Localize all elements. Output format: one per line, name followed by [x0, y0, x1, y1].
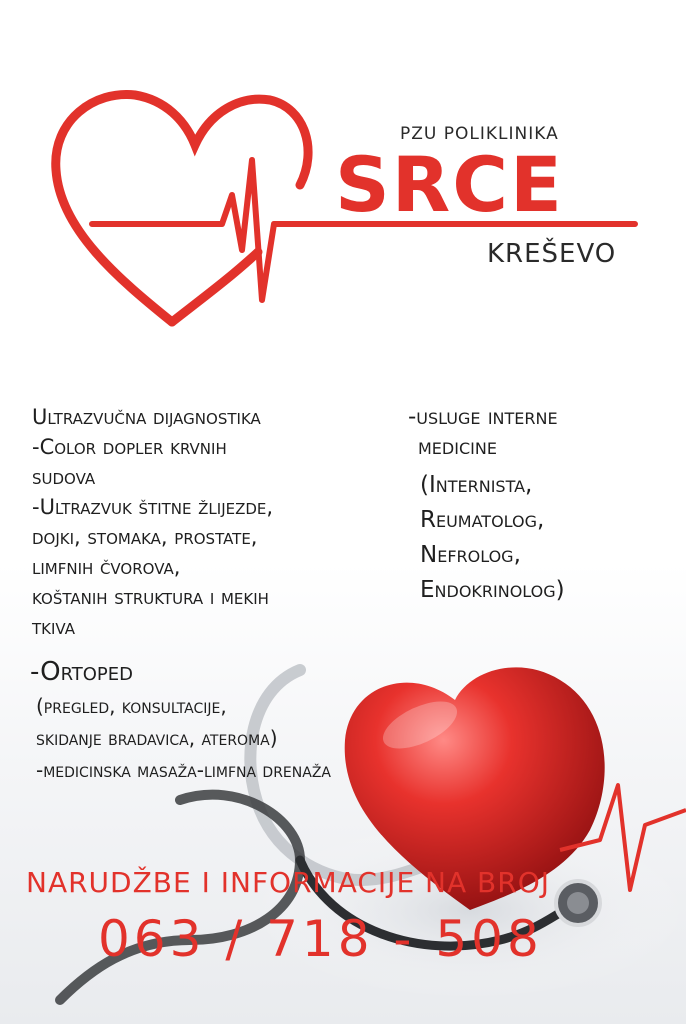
- service-line: dojki, stomaka, prostate,: [32, 525, 258, 549]
- ortoped-line: -medicinska masaža-limfna drenaža: [36, 758, 331, 782]
- service-line: limfnih čvorova,: [32, 555, 181, 579]
- clinic-town: KREŠEVO: [487, 239, 617, 269]
- ortoped-list: [30, 654, 490, 786]
- service-line: medicine: [418, 434, 497, 460]
- service-line: koštanih struktura i mekih: [32, 585, 269, 609]
- ortoped-line: (pregled, konsultacije,: [36, 694, 227, 718]
- service-line: -usluge interne: [408, 404, 558, 430]
- clinic-type: PZU POLIKLINIKA: [400, 124, 559, 144]
- service-line: Reumatolog,: [420, 507, 545, 533]
- contact-phone[interactable]: 063 / 718 - 508: [98, 910, 543, 968]
- service-line: (Internista,: [420, 472, 533, 498]
- services-right-list: [408, 402, 678, 608]
- service-line: sudova: [32, 465, 96, 489]
- ortoped-line: skidanje bradavica, ateroma): [36, 726, 278, 750]
- contact-label: NARUDŽBE I INFORMACIJE NA BROJ: [26, 866, 550, 899]
- service-line: tkiva: [32, 615, 75, 639]
- services-left-list: [32, 402, 392, 642]
- service-line: Endokrinolog): [420, 577, 565, 603]
- service-line: -Color dopler krvnih: [32, 435, 227, 459]
- service-line: Ultrazvučna dijagnostika: [32, 405, 261, 429]
- service-line: Nefrolog,: [420, 542, 521, 568]
- clinic-name: SRCE: [335, 140, 564, 229]
- service-line: -Ultrazvuk štitne žlijezde,: [32, 495, 274, 519]
- ortoped-title: -Ortoped: [30, 657, 134, 687]
